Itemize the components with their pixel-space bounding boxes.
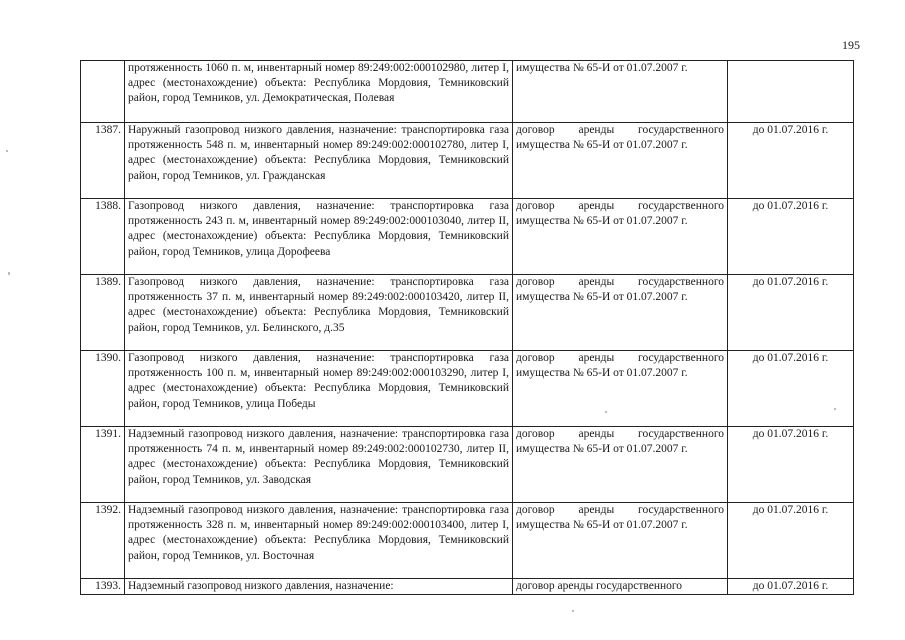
scan-speck [572,610,574,612]
table-row [81,61,854,123]
lease-term: до 01.07.2016 г. [728,123,854,199]
table-row [81,427,854,503]
lease-document: договор аренды государственного имущества № 65-И от 01.07.2007 г. [513,427,728,503]
lease-term: до 01.07.2016 г. [728,579,854,595]
row-number: 1392. [81,503,125,579]
registry-table-body [81,61,854,595]
lease-term: до 01.07.2016 г. [728,503,854,579]
row-number: 1393. [81,579,125,595]
lease-document: договор аренды государственного имущества № 65-И от 01.07.2007 г. [513,199,728,275]
lease-term: до 01.07.2016 г. [728,351,854,427]
scan-speck [605,411,607,413]
object-description: Наружный газопровод низкого давления, назначение: транспортировка газа протяженность 548 п. м, инвентарный номер 89:249:002:000102780, литер I, адрес (местонахождение) объекта: Республика Мордовия, Темниковский район, город Темников, ул. Гражданская [125,123,513,199]
lease-term: до 01.07.2016 г. [728,275,854,351]
object-description: Газопровод низкого давления, назначение: транспортировка газа протяженность 243 п. м, инвентарный номер 89:249:002:000103040, литер II, адрес (местонахождение) объекта: Республика Мордовия, Темниковский район, город Темников, улица Дорофеева [125,199,513,275]
property-registry-table [80,60,854,595]
row-number: 1391. [81,427,125,503]
object-description: Надземный газопровод низкого давления, назначение: транспортировка газа протяженность 328 п. м, инвентарный номер 89:249:002:000103400, литер I, адрес (местонахождение) объекта: Республика Мордовия, Темниковский район, город Темников, ул. Восточная [125,503,513,579]
table-row [81,199,854,275]
lease-term: до 01.07.2016 г. [728,427,854,503]
lease-document: договор аренды государственного имущества № 65-И от 01.07.2007 г. [513,503,728,579]
row-number [81,61,125,123]
lease-document: договор аренды государственного имущества № 65-И от 01.07.2007 г. [513,275,728,351]
row-number: 1389. [81,275,125,351]
page-number: 195 [842,38,860,52]
object-description: Надземный газопровод низкого давления, назначение: [125,579,513,595]
table-row [81,351,854,427]
lease-document: имущества № 65-И от 01.07.2007 г. [513,61,728,123]
lease-document: договор аренды государственного имущества № 65-И от 01.07.2007 г. [513,351,728,427]
object-description: Газопровод низкого давления, назначение: транспортировка газа протяженность 100 п. м, инвентарный номер 89:249:002:000103290, литер I, адрес (местонахождение) объекта: Республика Мордовия, Темниковский район, город Темников, улица Победы [125,351,513,427]
row-number: 1388. [81,199,125,275]
object-description: протяженность 1060 п. м, инвентарный номер 89:249:002:000102980, литер I, адрес (местонахождение) объекта: Республика Мордовия, Темниковский район, город Темников, ул. Демократическая, Полевая [125,61,513,123]
scan-speck [6,150,8,152]
table-row [81,275,854,351]
scan-speck [834,408,836,410]
lease-document: договор аренды государственного [513,579,728,595]
row-number: 1390. [81,351,125,427]
lease-document: договор аренды государственного имущества № 65-И от 01.07.2007 г. [513,123,728,199]
table-row [81,123,854,199]
row-number: 1387. [81,123,125,199]
lease-term: до 01.07.2016 г. [728,199,854,275]
table-row [81,579,854,595]
lease-term [728,61,854,123]
object-description: Надземный газопровод низкого давления, назначение: транспортировка газа протяженность 74 п. м, инвентарный номер 89:249:002:000102730, литер II, адрес (местонахождение) объекта: Республика Мордовия, Темниковский район, город Темников, ул. Заводская [125,427,513,503]
object-description: Газопровод низкого давления, назначение: транспортировка газа протяженность 37 п. м, инвентарный номер 89:249:002:000103420, литер II, адрес (местонахождение) объекта: Республика Мордовия, Темниковский район, город Темников, ул. Белинского, д.35 [125,275,513,351]
table-row [81,503,854,579]
scan-speck [8,272,10,275]
